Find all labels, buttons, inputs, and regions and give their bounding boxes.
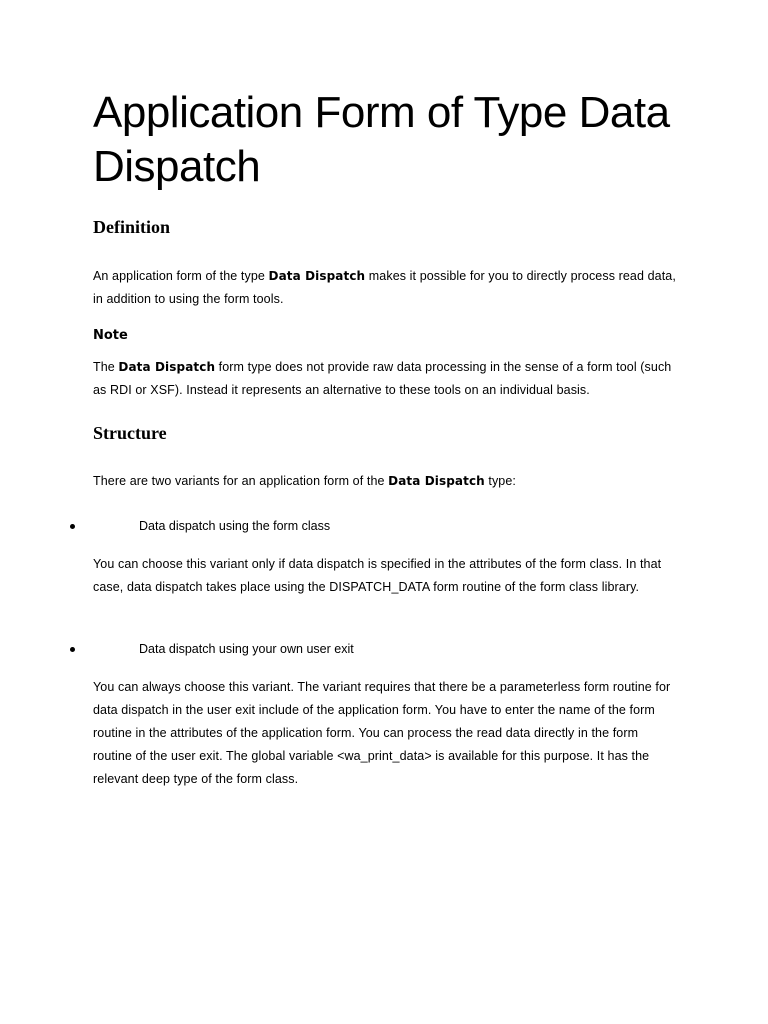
definition-paragraph [93,265,678,311]
list-item [0,639,700,659]
definition-text-end: makes it possible for you to directly process read data, in addition to using the form tools. [93,269,676,306]
structure-intro-end: type: [484,474,516,488]
note-text-end: form type does not provide raw data processing in the sense of a form tool (such as RDI or XSF). Instead it represents an alternative to these tools on an individual basis. [93,360,672,397]
definition-bold-term: Data Dispatch [268,269,366,283]
note-bold-term: Data Dispatch [118,360,216,374]
variant-description: You can choose this variant only if data dispatch is specified in the attributes of the form class. In that case, data dispatch takes place using the DISPATCH_DATA form routine of the form class library. [93,557,662,594]
structure-heading: Structure [93,423,167,443]
bullet-icon [70,524,75,529]
structure-bold-term: Data Dispatch [388,474,485,488]
note-paragraph [93,356,678,402]
bullet-icon [70,647,75,652]
definition-text-start: An application form of the type [93,269,269,283]
variant-description: You can always choose this variant. The variant requires that there be a parameterless form routine for data dispatch in the user exit include of the application form. You have to enter the name of the form routine in the attributes of the application form. You can process the read data directly in the form routine of the user exit. The global variable <wa_print_data> is available for this purpose. It has the relevant deep type of the form class. [93,680,671,786]
variant-label: Data dispatch using your own user exit [139,642,354,656]
variant-label: Data dispatch using the form class [139,519,331,533]
definition-heading: Definition [93,217,171,237]
note-text-start: The [93,360,119,374]
structure-intro [93,470,678,493]
page-title: Application Form of Type Data Dispatch [93,88,670,191]
structure-intro-start: There are two variants for an application form of the [93,474,389,488]
note-heading: Note [93,328,128,343]
list-item [0,516,700,536]
